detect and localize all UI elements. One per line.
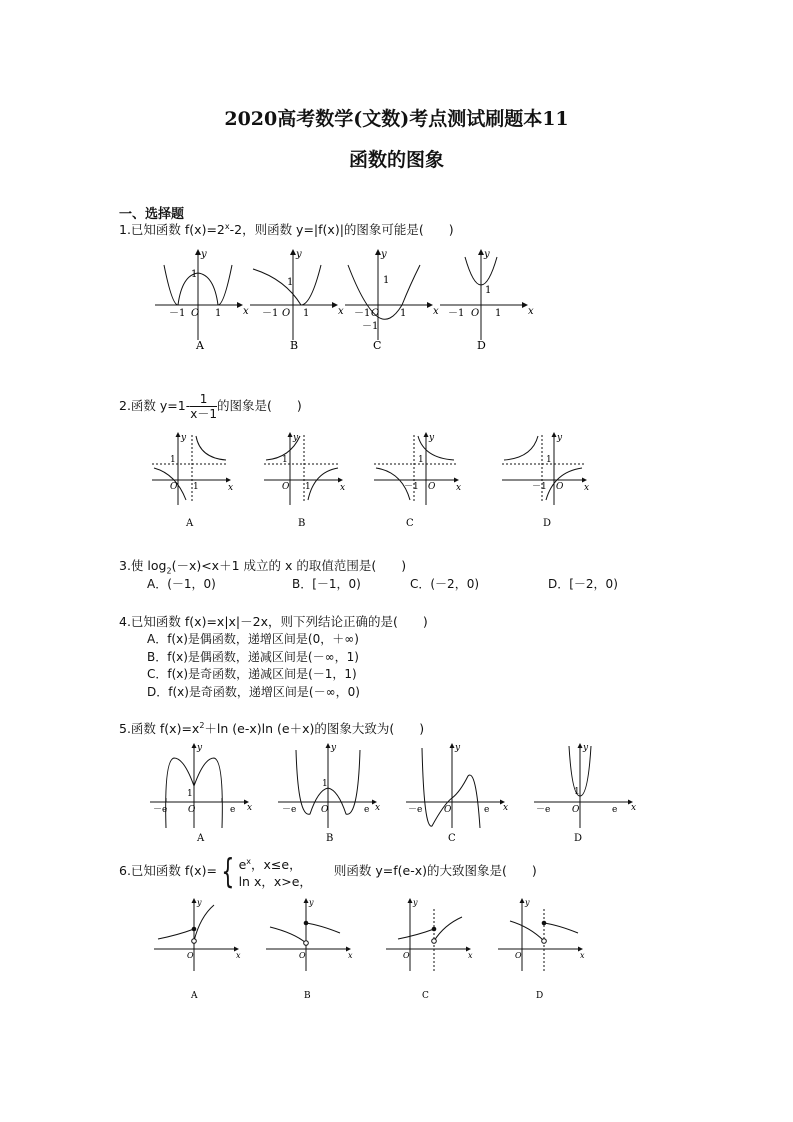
svg-text:－e: －e bbox=[282, 805, 297, 815]
svg-text:1: 1 bbox=[546, 455, 552, 465]
svg-text:－1: －1 bbox=[362, 321, 379, 332]
svg-text:1: 1 bbox=[170, 455, 176, 465]
q4-option-d: D．f(x)是奇函数，递增区间是(－∞，0) bbox=[147, 685, 360, 699]
svg-text:y: y bbox=[293, 433, 299, 443]
question-3-text: 3.使 $\log_2(-x)<x+1$ 成立的 x 的取值范围是( ) bbox=[119, 558, 407, 576]
q2-graph-c bbox=[374, 433, 461, 529]
svg-text:－1: －1 bbox=[169, 308, 186, 319]
q4-option-a: A．f(x)是偶函数，递增区间是(0，＋∞) bbox=[147, 632, 359, 646]
svg-text:y: y bbox=[197, 898, 202, 907]
svg-text:y: y bbox=[296, 249, 302, 260]
svg-text:O: O bbox=[515, 951, 522, 960]
svg-text:1: 1 bbox=[485, 285, 492, 296]
svg-text:O: O bbox=[282, 308, 291, 319]
piecewise-cases: $e^x$，x≤e， ln x，x>e， bbox=[238, 857, 312, 890]
svg-text:y: y bbox=[381, 249, 387, 260]
svg-text:B: B bbox=[290, 339, 299, 352]
section-heading: 一、选择题 bbox=[119, 207, 185, 222]
svg-text:O: O bbox=[299, 951, 306, 960]
svg-text:O: O bbox=[188, 805, 196, 815]
q4-option-c: C．f(x)是奇函数，递减区间是(－1，1) bbox=[147, 667, 357, 681]
question-2-text: 2.函数 y=1- $\frac{1}{x-1}$ 的图象是( ) bbox=[119, 392, 302, 421]
svg-text:－1: －1 bbox=[262, 308, 279, 319]
svg-text:x: x bbox=[247, 803, 253, 813]
q2-graph-a bbox=[152, 433, 233, 529]
svg-text:y: y bbox=[309, 898, 314, 907]
svg-text:y: y bbox=[583, 743, 589, 753]
svg-text:O: O bbox=[403, 951, 410, 960]
svg-text:－1: －1 bbox=[532, 482, 547, 492]
svg-text:A: A bbox=[196, 339, 204, 352]
question-4-text: 4.已知函数 f(x)=x|x|－2x，则下列结论正确的是( ) bbox=[119, 614, 428, 629]
svg-text:1: 1 bbox=[193, 482, 199, 492]
svg-text:x: x bbox=[228, 483, 234, 493]
fraction: $\frac{1}{x-1}$ bbox=[190, 392, 217, 421]
q6-graph-c bbox=[386, 898, 473, 1001]
svg-text:y: y bbox=[455, 743, 461, 753]
svg-text:y: y bbox=[429, 433, 435, 443]
svg-text:－1: －1 bbox=[354, 308, 371, 319]
svg-text:B: B bbox=[304, 991, 311, 1001]
svg-text:O: O bbox=[191, 308, 200, 319]
q3-option-d: D．[－2，0) bbox=[548, 577, 618, 591]
svg-text:x: x bbox=[348, 951, 353, 960]
svg-text:O: O bbox=[471, 308, 480, 319]
svg-text:1: 1 bbox=[191, 269, 198, 280]
svg-text:1: 1 bbox=[215, 308, 222, 319]
svg-text:C: C bbox=[422, 991, 429, 1001]
svg-text:1: 1 bbox=[322, 779, 328, 789]
svg-text:D: D bbox=[536, 991, 544, 1001]
svg-text:x: x bbox=[503, 803, 509, 813]
svg-text:x: x bbox=[338, 306, 344, 317]
q1-graph-b bbox=[250, 249, 344, 352]
svg-text:x: x bbox=[468, 951, 473, 960]
svg-text:B: B bbox=[298, 518, 306, 529]
svg-text:x: x bbox=[236, 951, 241, 960]
q5-graph-a bbox=[150, 743, 252, 844]
q5-figures bbox=[148, 740, 638, 845]
q2-graph-d bbox=[502, 433, 589, 529]
page-title: 2020高考数学(文数)考点测试刷题本11 bbox=[224, 108, 569, 130]
svg-text:y: y bbox=[197, 743, 203, 753]
svg-text:1: 1 bbox=[187, 789, 193, 799]
svg-text:O: O bbox=[170, 482, 178, 492]
svg-text:e: e bbox=[230, 805, 236, 815]
q5-graph-b bbox=[278, 743, 380, 844]
svg-text:1: 1 bbox=[303, 308, 310, 319]
svg-text:x: x bbox=[375, 803, 381, 813]
svg-text:x: x bbox=[528, 306, 534, 317]
svg-text:y: y bbox=[331, 743, 337, 753]
svg-text:D: D bbox=[477, 339, 486, 352]
svg-text:O: O bbox=[321, 805, 329, 815]
svg-text:O: O bbox=[556, 482, 564, 492]
svg-text:B: B bbox=[326, 833, 334, 844]
svg-text:1: 1 bbox=[400, 308, 407, 319]
q2-graph-b bbox=[264, 433, 345, 529]
svg-text:x: x bbox=[631, 803, 637, 813]
q5-graph-c bbox=[406, 743, 508, 844]
q2-figures bbox=[148, 430, 588, 530]
q6-graph-b bbox=[266, 898, 353, 1001]
q1-graph-d bbox=[440, 249, 534, 352]
q3-option-a: A．(－1，0) bbox=[147, 577, 216, 591]
svg-text:1: 1 bbox=[282, 455, 288, 465]
svg-text:－1: －1 bbox=[448, 308, 465, 319]
question-5-text: 5.函数 $f(x)=x^2+\ln$ (e-x)ln (e＋x)的图象大致为( ) bbox=[119, 720, 425, 736]
svg-text:C: C bbox=[406, 518, 414, 529]
svg-text:x: x bbox=[584, 483, 590, 493]
svg-text:x: x bbox=[580, 951, 585, 960]
svg-text:O: O bbox=[282, 482, 290, 492]
svg-text:D: D bbox=[574, 833, 583, 844]
svg-text:O: O bbox=[371, 308, 380, 319]
svg-text:O: O bbox=[572, 805, 580, 815]
svg-text:1: 1 bbox=[383, 275, 390, 286]
svg-text:－1: －1 bbox=[404, 482, 419, 492]
svg-text:y: y bbox=[413, 898, 418, 907]
svg-text:C: C bbox=[448, 833, 456, 844]
question-1-text: 1.已知函数 $f(x)=2^x-2$，则函数 y=|f(x)|的图象可能是( ) bbox=[119, 221, 454, 237]
svg-text:e: e bbox=[484, 805, 490, 815]
svg-text:O: O bbox=[444, 805, 452, 815]
svg-text:y: y bbox=[484, 249, 490, 260]
q6-graph-d bbox=[498, 898, 585, 1001]
svg-text:1: 1 bbox=[287, 277, 294, 288]
q3-option-c: C．(－2，0) bbox=[410, 577, 480, 591]
q1-graph-a bbox=[155, 249, 249, 352]
svg-text:1: 1 bbox=[574, 787, 580, 797]
svg-text:－e: －e bbox=[153, 805, 168, 815]
svg-text:A: A bbox=[191, 991, 198, 1001]
svg-text:y: y bbox=[181, 433, 187, 443]
svg-text:y: y bbox=[525, 898, 530, 907]
svg-text:x: x bbox=[243, 306, 249, 317]
svg-text:A: A bbox=[186, 518, 194, 529]
question-6-text: 6.已知函数 f(x)= { $e^x$，x≤e， ln x，x>e， 则函数 y=f(e-x)的大致图象是( ) bbox=[119, 851, 537, 892]
svg-text:A: A bbox=[197, 833, 205, 844]
svg-text:x: x bbox=[433, 306, 439, 317]
svg-text:e: e bbox=[364, 805, 370, 815]
piecewise-brace: { bbox=[221, 851, 235, 892]
q1-graph-c bbox=[345, 249, 439, 352]
svg-text:x: x bbox=[456, 483, 462, 493]
q1-figures bbox=[150, 245, 534, 355]
q6-figures bbox=[152, 895, 592, 1000]
svg-text:y: y bbox=[201, 249, 207, 260]
svg-text:O: O bbox=[187, 951, 194, 960]
page-subtitle: 函数的图象 bbox=[348, 149, 444, 171]
svg-text:y: y bbox=[557, 433, 563, 443]
svg-text:C: C bbox=[373, 339, 382, 352]
q5-graph-d bbox=[534, 743, 636, 844]
svg-text:O: O bbox=[428, 482, 436, 492]
q3-option-b: B．[－1，0) bbox=[292, 577, 361, 591]
svg-text:1: 1 bbox=[305, 482, 311, 492]
svg-text:D: D bbox=[543, 518, 552, 529]
svg-text:x: x bbox=[340, 483, 346, 493]
q4-option-b: B．f(x)是偶函数，递减区间是(－∞，1) bbox=[147, 650, 359, 664]
svg-text:e: e bbox=[612, 805, 618, 815]
svg-text:－e: －e bbox=[536, 805, 551, 815]
svg-text:－e: －e bbox=[408, 805, 423, 815]
q6-graph-a bbox=[154, 898, 241, 1001]
svg-text:1: 1 bbox=[418, 455, 424, 465]
svg-text:1: 1 bbox=[495, 308, 502, 319]
